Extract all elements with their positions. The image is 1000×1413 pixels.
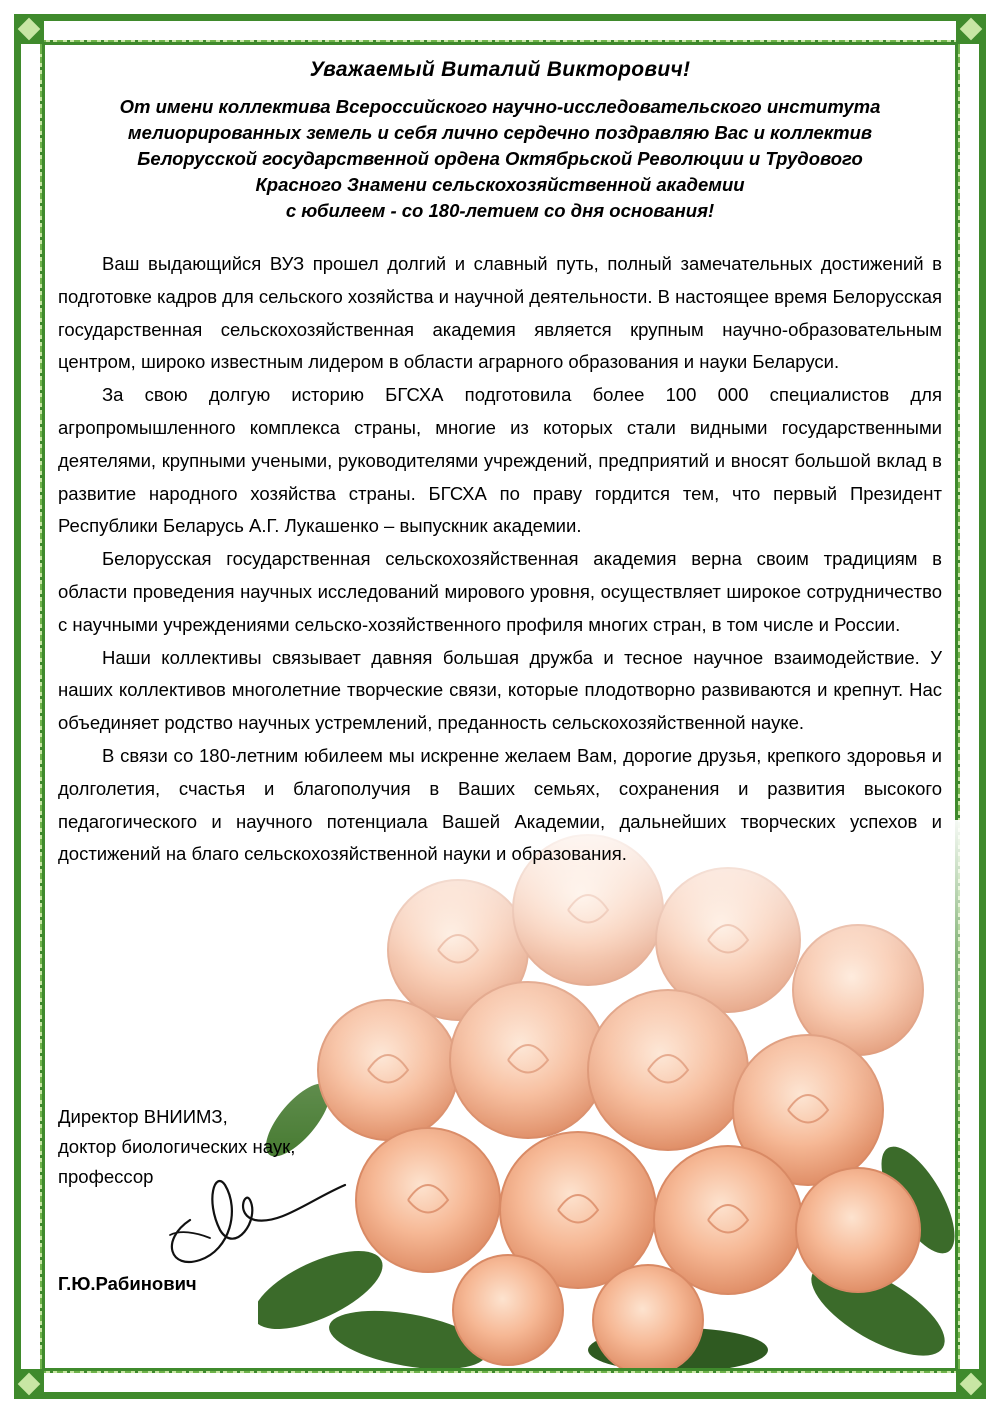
paragraph: Наши коллективы связывает давняя большая дружба и тесное научное взаимодействие. У наших коллективов многолетние творческие связи, которые плодотворно развиваются и крепнут. Нас объединяет родство научных устремлений, преданность сельскохозяйственной науке. bbox=[58, 646, 942, 734]
corner-ornament-icon bbox=[956, 14, 986, 44]
corner-ornament-icon bbox=[956, 1369, 986, 1399]
letter-body bbox=[58, 248, 942, 871]
signer-name: Г.Ю.Рабинович bbox=[58, 1273, 197, 1294]
signer-position-line: профессор bbox=[58, 1166, 154, 1187]
intro-line: От имени коллектива Всероссийского научно-исследовательского института bbox=[119, 96, 881, 117]
intro-line: Белорусской государственной ордена Октябрьской Революции и Трудового bbox=[137, 148, 863, 169]
letter-content bbox=[58, 54, 942, 871]
signer-position-line: Директор ВНИИМЗ, bbox=[58, 1106, 228, 1127]
corner-ornament-icon bbox=[14, 1369, 44, 1399]
salutation: Уважаемый Виталий Викторович! bbox=[309, 58, 691, 81]
handwritten-signature-icon bbox=[150, 1160, 350, 1280]
corner-ornament-icon bbox=[14, 14, 44, 44]
paragraph: За свою долгую историю БГСХА подготовила более 100 000 специалистов для агропромышленного комплекса страны, многие из которых стали видными государственными деятелями, крупными учеными, руководителями учреждений, предприятий и вносят большой вклад в развитие народного хозяйства страны. БГСХА по праву гордится тем, что первый Президент Республики Беларусь А.Г. Лукашенко – выпускник академии. bbox=[58, 384, 942, 537]
intro-line: с юбилеем - со 180-летием со дня основания! bbox=[285, 200, 715, 221]
paragraph: Белорусская государственная сельскохозяйственная академия верна своим традициям в области проведения научных исследований мирового уровня, осуществляет широкое сотрудничество с научными учреждениями сельско-хозяйственного профиля многих стран, в том числе и России. bbox=[58, 548, 942, 635]
intro-line: Красного Знамени сельскохозяйственной академии bbox=[255, 174, 745, 195]
intro-text bbox=[58, 94, 942, 224]
paragraph: Ваш выдающийся ВУЗ прошел долгий и славный путь, полный замечательных достижений в подготовке кадров для сельского хозяйства и научной деятельности. В настоящее время Белорусская государственная сельскохозяйственная академия является крупным научно-образовательным центром, широко известным лидером в области аграрного образования и науки Беларуси. bbox=[58, 253, 942, 373]
intro-line: мелиорированных земель и себя лично сердечно поздравляю Вас и коллектив bbox=[127, 122, 873, 143]
paragraph: В связи со 180-летним юбилеем мы искренне желаем Вам, дорогие друзья, крепкого здоровья и долголетия, счастья и благополучия в Ваших семьях, сохранения и развития высокого педагогического и научного потенциала Вашей Академии, дальнейших творческих успехов и достижений на благо сельскохозяйственной науки и образования. bbox=[58, 744, 942, 865]
rose-bouquet-icon bbox=[258, 820, 964, 1368]
signer-position-line: доктор биологических наук, bbox=[58, 1136, 296, 1157]
